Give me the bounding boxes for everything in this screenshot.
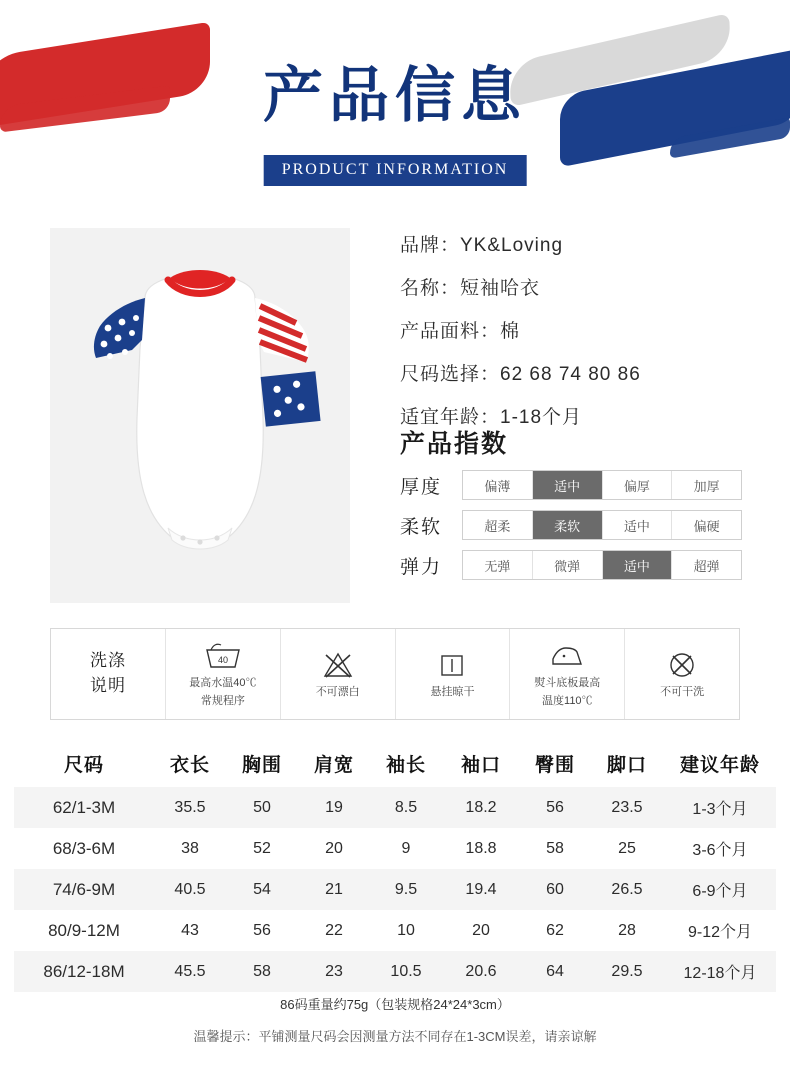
spec-sizes: 尺码选择：62 68 74 80 86: [400, 364, 641, 385]
spec-fabric: 产品面料：棉: [400, 321, 521, 342]
size-header-6: 臀围: [534, 755, 575, 776]
index-scale-thickness: [462, 470, 742, 500]
table-row: [14, 869, 776, 910]
product-index-title: 产品指数: [400, 430, 509, 458]
size-cell-0-8: 1-3个月: [692, 801, 748, 818]
size-cell-4-6: 64: [546, 962, 564, 980]
index-option-thickness-1[interactable]: 适中: [533, 471, 603, 499]
product-photo: [50, 228, 350, 603]
page-header: [0, 0, 790, 200]
wash-care-item-dripdry: [396, 629, 511, 719]
size-cell-4-5: 20.6: [465, 962, 497, 980]
size-cell-4-2: 58: [253, 962, 271, 980]
spec-age: 适宜年龄：1-18个月: [400, 407, 583, 428]
size-cell-1-3: 20: [325, 839, 343, 857]
size-table-header-row: [14, 742, 776, 787]
wash-care-title: [51, 629, 166, 719]
index-label-softness: 柔软: [400, 516, 443, 538]
size-cell-4-0: 86/12-18M: [43, 961, 125, 981]
svg-text:40: 40: [217, 655, 228, 666]
size-cell-3-0: 80/9-12M: [48, 920, 120, 940]
size-cell-4-8: 12-18个月: [683, 965, 757, 982]
wash-care-box: [50, 628, 740, 720]
index-option-softness-2[interactable]: 适中: [603, 511, 673, 539]
index-row-softness: [400, 510, 742, 540]
wash-care-item-wash40-line2: 常规程序: [200, 695, 245, 707]
product-spec-list: [400, 230, 760, 445]
size-cell-0-5: 18.2: [465, 798, 497, 816]
size-cell-0-0: 62/1-3M: [52, 797, 116, 817]
iron-110-icon: [547, 639, 587, 673]
index-scale-elasticity: [462, 550, 742, 580]
index-label-elasticity: 弹力: [400, 556, 443, 578]
index-option-softness-1[interactable]: 柔软: [533, 511, 603, 539]
index-row-thickness: [400, 470, 742, 500]
size-cell-3-5: 20: [472, 921, 490, 939]
size-cell-1-6: 58: [546, 839, 564, 857]
wash-care-item-iron110: [510, 629, 625, 719]
size-cell-4-4: 10.5: [390, 962, 422, 980]
wash-care-title-line2: 说明: [90, 676, 126, 695]
table-row: [14, 951, 776, 992]
size-cell-3-7: 28: [618, 921, 636, 939]
index-scale-softness: [462, 510, 742, 540]
size-cell-3-6: 62: [546, 921, 564, 939]
size-cell-2-4: 9.5: [394, 880, 418, 898]
size-header-3: 肩宽: [313, 755, 354, 776]
index-option-thickness-2[interactable]: 偏厚: [603, 471, 673, 499]
size-cell-3-1: 43: [181, 921, 199, 939]
size-cell-4-3: 23: [325, 962, 343, 980]
weight-note: 86码重量约75g（包装规格24*24*3cm）: [280, 997, 510, 1012]
size-header-7: 脚口: [606, 755, 647, 776]
size-cell-2-2: 54: [253, 880, 271, 898]
index-option-elasticity-2[interactable]: 适中: [603, 551, 673, 579]
product-section: [0, 212, 790, 612]
table-row: [14, 828, 776, 869]
page-subtitle: PRODUCT INFORMATION: [264, 155, 527, 186]
size-cell-1-1: 38: [181, 839, 199, 857]
romper-illustration: [50, 228, 350, 603]
index-row-elasticity: [400, 550, 742, 580]
wash-care-item-wash40-line1: 最高水温40℃: [189, 677, 257, 690]
size-cell-2-0: 74/6-9M: [52, 879, 116, 899]
size-header-4: 袖长: [385, 755, 426, 776]
size-cell-0-6: 56: [546, 798, 564, 816]
size-cell-1-4: 9: [401, 839, 411, 857]
index-option-softness-0[interactable]: 超柔: [463, 511, 533, 539]
size-header-0: 尺码: [63, 755, 104, 776]
page-title: 产品信息: [263, 63, 527, 129]
wash-care-title-line1: 洗涤: [90, 651, 126, 671]
size-cell-2-6: 60: [546, 880, 564, 898]
index-option-elasticity-1[interactable]: 微弹: [533, 551, 603, 579]
size-cell-3-8: 9-12个月: [687, 924, 753, 941]
spec-name: 名称：短袖哈衣: [400, 278, 541, 299]
wash-care-item-wash40: [166, 629, 281, 719]
size-cell-2-7: 26.5: [611, 880, 643, 898]
product-index-table: [400, 470, 742, 590]
size-cell-0-3: 19: [325, 798, 343, 816]
size-cell-0-2: 50: [253, 798, 271, 816]
size-cell-1-7: 25: [618, 839, 636, 857]
index-option-elasticity-0[interactable]: 无弹: [463, 551, 533, 579]
size-cell-1-5: 18.8: [465, 839, 497, 857]
size-cell-4-1: 45.5: [174, 962, 206, 980]
size-header-1: 衣长: [169, 755, 210, 776]
spec-brand: 品牌：YK&Loving: [400, 235, 564, 256]
index-option-softness-3[interactable]: 偏硬: [693, 518, 720, 534]
no-bleach-icon: [321, 648, 355, 682]
size-header-5: 袖口: [460, 755, 501, 776]
size-header-2: 胸围: [241, 755, 282, 776]
size-cell-1-0: 68/3-6M: [52, 838, 116, 858]
wash-care-item-nobleach-line1: 不可漂白: [315, 686, 360, 699]
wash-care-item-nobleach: [281, 629, 396, 719]
size-cell-2-8: 6-9个月: [692, 883, 748, 900]
table-row: [14, 910, 776, 951]
wash-care-item-nodryclean: [625, 629, 739, 719]
size-cell-2-3: 21: [325, 880, 343, 898]
table-row: [14, 787, 776, 828]
index-option-elasticity-3[interactable]: 超弹: [693, 558, 720, 574]
drip-dry-icon: [436, 648, 468, 682]
size-cell-4-7: 29.5: [611, 962, 643, 980]
size-cell-3-3: 22: [325, 921, 343, 939]
size-cell-1-2: 52: [253, 839, 271, 857]
size-cell-3-2: 56: [253, 921, 271, 939]
size-cell-3-4: 10: [397, 921, 415, 939]
wash-care-item-nodryclean-line1: 不可干洗: [660, 686, 705, 699]
size-header-8: 建议年龄: [679, 755, 760, 776]
size-cell-1-8: 3-6个月: [692, 842, 748, 859]
index-label-thickness: 厚度: [400, 476, 443, 498]
no-dryclean-icon: [665, 648, 699, 682]
size-cell-0-7: 23.5: [611, 798, 643, 816]
size-table: [14, 742, 776, 992]
index-option-thickness-3[interactable]: 加厚: [693, 478, 720, 494]
wash-care-item-iron110-line1: 熨斗底板最高: [534, 677, 601, 690]
wash-care-item-iron110-line2: 温度110℃: [542, 695, 593, 707]
wash-tub-40-icon: [203, 639, 243, 673]
wash-care-item-dripdry-line1: 悬挂晾干: [430, 686, 475, 699]
size-cell-0-1: 35.5: [174, 798, 206, 816]
size-cell-2-5: 19.4: [465, 880, 497, 898]
measurement-note: 温馨提示：平铺测量尺码会因测量方法不同存在1-3CM误差，请亲谅解: [193, 1029, 597, 1044]
size-cell-0-4: 8.5: [394, 798, 418, 816]
size-cell-2-1: 40.5: [174, 880, 206, 898]
index-option-thickness-0[interactable]: 偏薄: [463, 471, 533, 499]
